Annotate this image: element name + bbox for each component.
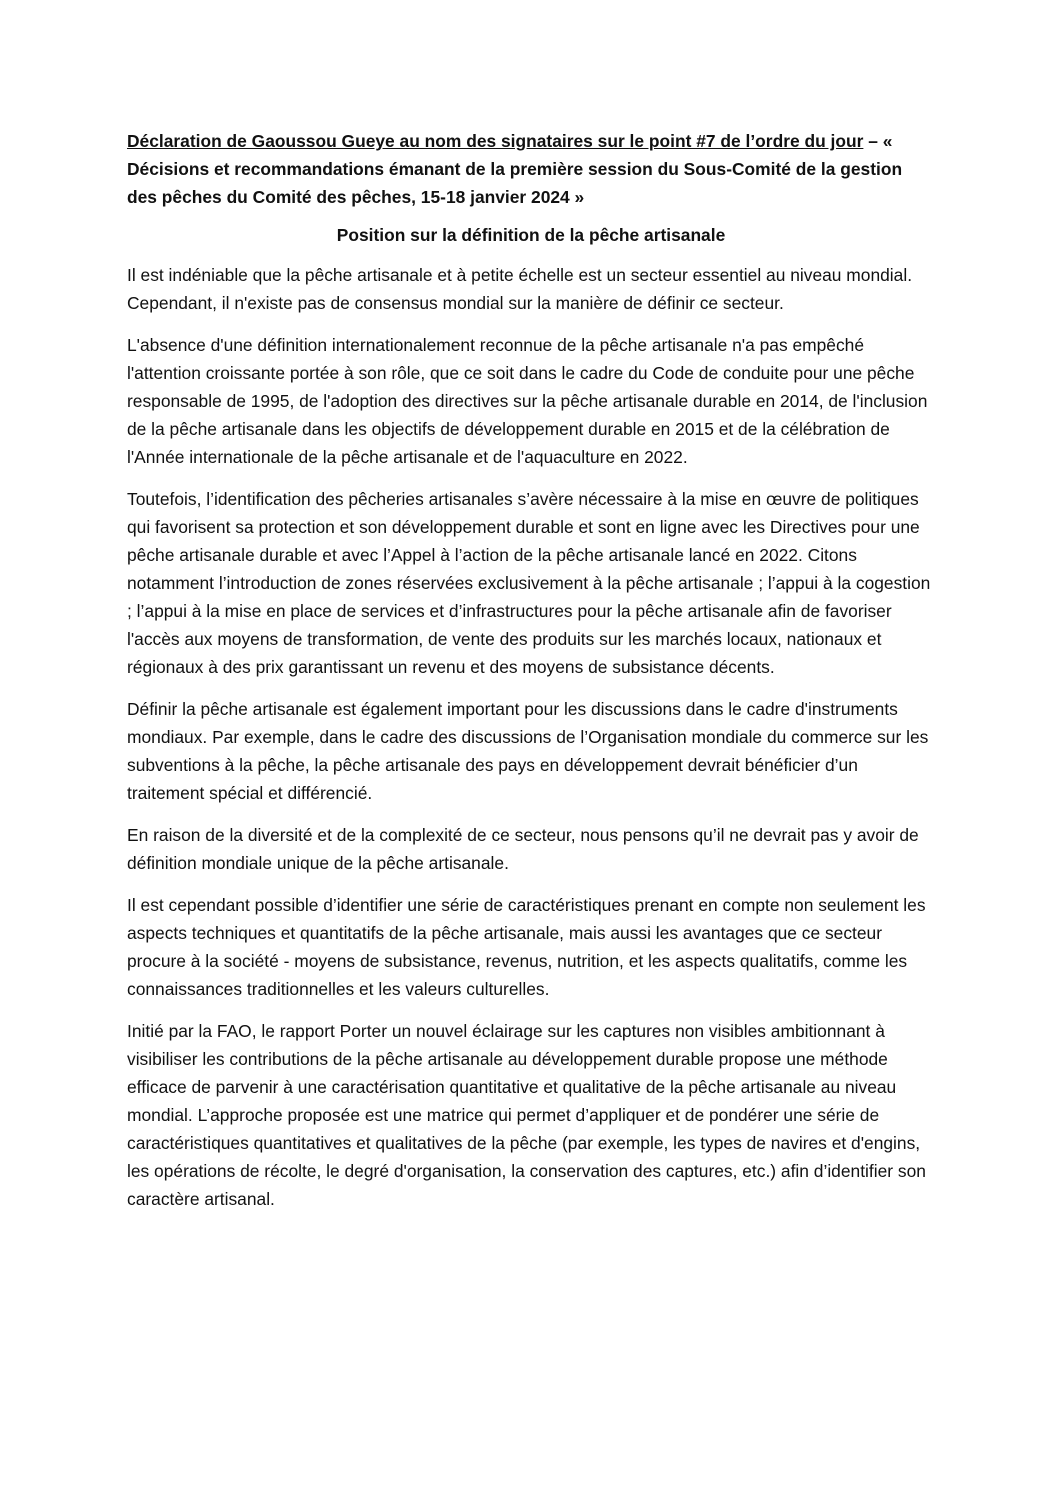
paragraph-1: Il est indéniable que la pêche artisanale et à petite échelle est un secteur essentiel au niveau mondial. Cependant, il n'existe pas de consensus mondial sur la manière de définir ce secteur. [127,265,913,313]
document-subtitle: Position sur la définition de la pêche artisanale [336,225,726,245]
paragraph-3: Toutefois, l’identification des pêcheries artisanales s’avère nécessaire à la mise en œuvre de politiques qui favorisent sa protection et son développement durable et sont en ligne avec les Directives pour une pêche artisanale durable et avec l’Appel à l’action de la pêche artisanale lancé en 2022. Citons notamment l’introduction de zones réservées exclusivement à la pêche artisanale ; l’appui à la cogestion ; l’appui à la mise en place de services et d’infrastructures pour la pêche artisanale afin de favoriser l'accès aux moyens de transformation, de vente des produits sur les marchés locaux, nationaux et régionaux à des prix garantissant un revenu et des moyens de subsistance décents. [127,489,931,677]
document-body [127,127,935,1227]
heading-agenda-item: – « Décisions et recommandations émanant de la première session du Sous-Comité de la gestion des pêches du Comité des pêches, 15-18 janvier 2024 » [127,131,903,207]
paragraph-5: En raison de la diversité et de la complexité de ce secteur, nous pensons qu’il ne devrait pas y avoir de définition mondiale unique de la pêche artisanale. [127,825,919,873]
paragraph-6: Il est cependant possible d’identifier une série de caractéristiques prenant en compte non seulement les aspects techniques et quantitatifs de la pêche artisanale, mais aussi les avantages que ce secteur procure à la société - moyens de subsistance, revenus, nutrition, et les aspects qualitatifs, comme les connaissances traditionnelles et les valeurs culturelles. [127,895,926,999]
heading-declaration: Déclaration de Gaoussou Gueye au nom des signataires sur le point #7 de l’ordre du jour [127,131,864,151]
paragraph-7: Initié par la FAO, le rapport Porter un nouvel éclairage sur les captures non visibles ambitionnant à visibiliser les contributions de la pêche artisanale au développement durable propose une méthode efficace de parvenir à une caractérisation quantitative et qualitative de la pêche artisanale au niveau mondial. L’approche proposée est une matrice qui permet d’appliquer et de pondérer une série de caractéristiques quantitatives et qualitatives de la pêche (par exemple, les types de navires et d'engins, les opérations de récolte, le degré d'organisation, la conservation des captures, etc.) afin d’identifier son caractère artisanal. [127,1021,926,1209]
paragraph-2: L'absence d'une définition internationalement reconnue de la pêche artisanale n'a pas empêché l'attention croissante portée à son rôle, que ce soit dans le cadre du Code de conduite pour une pêche responsable de 1995, de l'adoption des directives sur la pêche artisanale durable en 2014, de l'inclusion de la pêche artisanale dans les objectifs de développement durable en 2015 et de la célébration de l'Année internationale de la pêche artisanale et de l'aquaculture en 2022. [127,335,928,467]
document-heading [127,127,935,211]
paragraph-4: Définir la pêche artisanale est également important pour les discussions dans le cadre d'instruments mondiaux. Par exemple, dans le cadre des discussions de l’Organisation mondiale du commerce sur les subventions à la pêche, la pêche artisanale des pays en développement devrait bénéficier d’un traitement spécial et différencié. [127,699,929,803]
